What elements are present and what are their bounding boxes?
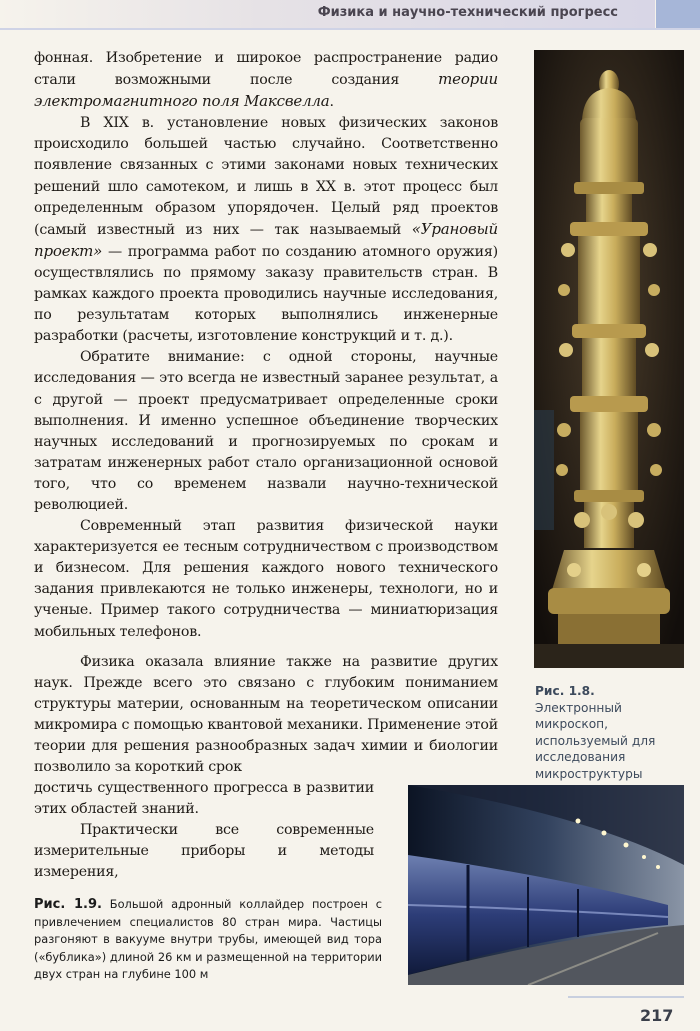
page-number: 217 xyxy=(640,1006,674,1025)
figure-1-8-text: Электронный микроскоп, используемый для исследования микроструктуры xyxy=(535,700,656,781)
p2-text-a: В XIX в. установление новых физических законов происходило большей частью случайно. Соответственно появление связанных с этими законами новых технических решений шло самотеком, и лишь в XX в. этот процесс был определенным образом упорядочен. Целый ряд проектов (самый известный из них — так называемый xyxy=(34,115,498,238)
paragraph-4: Современный этап развития физической науки характеризуется ее тесным сотрудничеством с производством и бизнесом. Для решения каждого нового технического задания привлекаются не только инженеры, технологи, но и ученые. Пример такого сотрудничества — миниатюризация мобильных телефонов. xyxy=(34,518,498,640)
figure-1-9-text: Большой адронный коллайдер построен с привлечением специалистов 80 стран мира. Частицы разгоняют в вакууме внутри трубы, имеющей вид тора («бублика») длиной 26 км и размещенной на территории двух стран на глубине 100 м xyxy=(34,897,382,981)
paragraph-5-tail: достичь существенного прогресса в развитии этих областей знаний. xyxy=(34,780,374,818)
paragraph-1 xyxy=(34,48,498,113)
header-tab xyxy=(656,0,700,30)
paragraph-5: Физика оказала влияние также на развитие других наук. Прежде всего это связано с глубоким пониманием структуры материи, основанным на теоретическом описании микромира с помощью квантовой механики. Применение этой теории для решения разнообразных задач химии и биологии позволило за короткий срок xyxy=(34,654,498,776)
p1-text: фонная. Изобретение и широкое распространение радио стали возможными после создания xyxy=(34,50,498,89)
microscope-illustration xyxy=(534,50,684,668)
main-text-2 xyxy=(34,652,498,779)
figure-1-8-caption xyxy=(535,683,685,799)
p1-end: . xyxy=(329,94,334,111)
header-divider xyxy=(0,28,700,30)
term-maxwell: теории электромагнитного поля Максвелла xyxy=(34,70,498,111)
figure-1-9-caption xyxy=(34,896,382,984)
running-header xyxy=(0,0,700,34)
main-text xyxy=(34,48,498,643)
figure-1-9-label: Рис. 1.9. xyxy=(34,897,102,912)
page-number-rule xyxy=(568,996,684,998)
narrow-text xyxy=(34,778,374,883)
p2-text-b: — программа работ по созданию атомного оружия) осуществлялись по прямому заказу правительств стран. В рамках каждого проекта проводились научные исследования, по результатам которых выполнялись инженерные разработки (расчеты, изготовление конструкций и т. д.). xyxy=(34,243,498,345)
paragraph-6: Практически все современные измерительные приборы и методы измерения, xyxy=(34,822,374,881)
term-uranium-project: «Урановый проект» xyxy=(34,219,498,260)
paragraph-2 xyxy=(34,113,498,347)
collider-illustration xyxy=(408,785,684,985)
electron-microscope-photo xyxy=(534,50,684,668)
figure-1-8-label: Рис. 1.8. xyxy=(535,684,595,698)
paragraph-3: Обратите внимание: с одной стороны, научные исследования — это всегда не известный заранее результат, а с другой — проект предусматривает определенные сроки выполнения. И именно успешное объединение творческих научных исследований и прогнозируемых по срокам и затратам инженерных работ стало организационной основой того, что со временем назвали научно-технической революцией. xyxy=(34,349,498,513)
large-hadron-collider-photo xyxy=(408,785,684,985)
section-title: Физика и научно-технический прогресс xyxy=(317,5,618,20)
